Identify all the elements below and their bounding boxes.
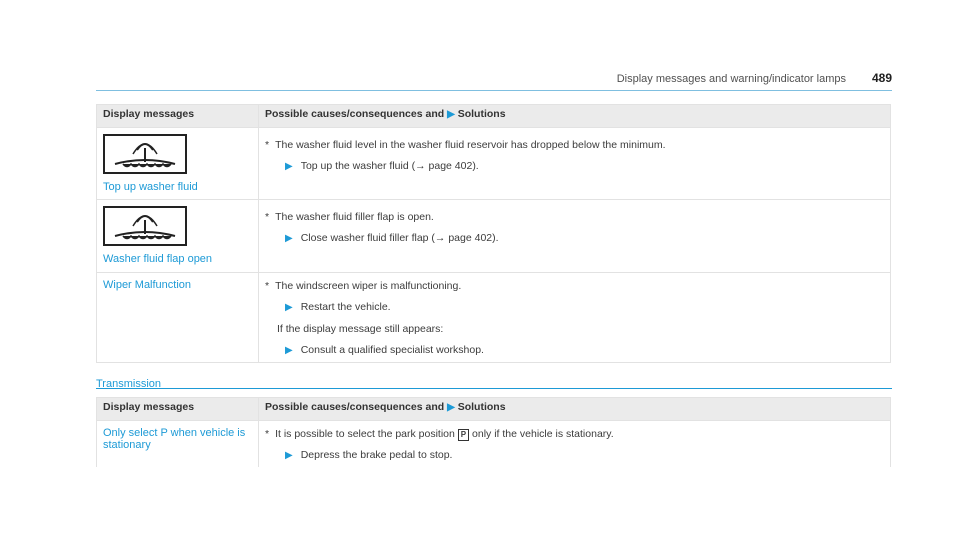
message-cell xyxy=(97,273,259,363)
step-arrow-icon: ▶ xyxy=(285,302,293,313)
col-causes-solutions xyxy=(259,398,891,421)
message-label: Wiper Malfunction xyxy=(103,279,192,291)
table-row xyxy=(97,273,891,363)
step-arrow-icon: ▶ xyxy=(285,345,293,356)
cause-cell: * The washer fluid level in the washer fluid reservoir has dropped below the minimum. ▶ Top up the washer fluid (→ page 402). xyxy=(259,128,891,200)
col-causes-label: Possible causes/consequences and xyxy=(265,108,445,120)
message-cell xyxy=(97,200,259,273)
washer-fluid-icon xyxy=(103,134,187,174)
solution-text: Top up the washer fluid (→ page 402). xyxy=(300,160,479,172)
solution-text: Restart the vehicle. xyxy=(300,301,391,313)
note-text: If the display message still appears: xyxy=(277,323,444,335)
cause-text: The washer fluid level in the washer fluid reservoir has dropped below the minimum. xyxy=(275,139,666,151)
col-display-messages: Display messages xyxy=(97,105,259,128)
cause-text: The washer fluid filler flap is open. xyxy=(275,211,434,223)
solution-text: Depress the brake pedal to stop. xyxy=(300,449,453,461)
cause-text: The windscreen wiper is malfunctioning. xyxy=(275,280,462,292)
step-arrow-icon: ▶ xyxy=(285,233,293,244)
solution-arrow-icon: ▶ xyxy=(447,109,455,120)
message-label: Top up washer fluid xyxy=(103,181,198,193)
message-label: Washer fluid flap open xyxy=(103,253,213,265)
col-causes-label: Possible causes/consequences and xyxy=(265,401,445,413)
cause-cell: * The windscreen wiper is malfunctioning. ▶ Restart the vehicle. If the display message still appears: ▶ Consult a qualified specialist workshop. xyxy=(259,273,891,363)
col-display-messages: Display messages xyxy=(97,398,259,421)
message-cell xyxy=(97,128,259,200)
solution-arrow-icon: ▶ xyxy=(447,402,455,413)
table-header-row xyxy=(97,105,891,128)
step-arrow-icon: ▶ xyxy=(285,161,293,172)
table-row xyxy=(97,128,891,200)
park-position-icon: P xyxy=(458,429,469,441)
message-cell xyxy=(97,421,259,468)
col-solutions-label: Solutions xyxy=(457,108,506,120)
solution-text: Close washer fluid filler flap (→ page 402). xyxy=(300,232,499,244)
header-title: Display messages and warning/indicator lamps xyxy=(616,73,846,85)
cause-cell: * It is possible to select the park position P only if the vehicle is stationary. ▶ Depress the brake pedal to stop. xyxy=(259,421,891,468)
cause-text-b: only if the vehicle is stationary. xyxy=(472,428,614,440)
page-header xyxy=(96,68,892,91)
messages-table xyxy=(96,104,891,363)
step-arrow-icon: ▶ xyxy=(285,450,293,461)
col-solutions-label: Solutions xyxy=(457,401,506,413)
cause-cell: * The washer fluid filler flap is open. ▶ Close washer fluid filler flap (→ page 402). xyxy=(259,200,891,273)
washer-fluid-icon xyxy=(103,206,187,246)
table-row xyxy=(97,200,891,273)
message-label: Only select P when vehicle is stationary xyxy=(103,427,246,451)
solution-text: Consult a qualified specialist workshop. xyxy=(300,344,484,356)
table-header-row xyxy=(97,398,891,421)
page-number: 489 xyxy=(871,71,892,85)
cause-text-a: It is possible to select the park position xyxy=(275,428,455,440)
transmission-table xyxy=(96,397,891,467)
section-heading xyxy=(96,374,892,389)
table-row xyxy=(97,421,891,468)
col-causes-solutions xyxy=(259,105,891,128)
section-title: Transmission xyxy=(96,378,161,390)
